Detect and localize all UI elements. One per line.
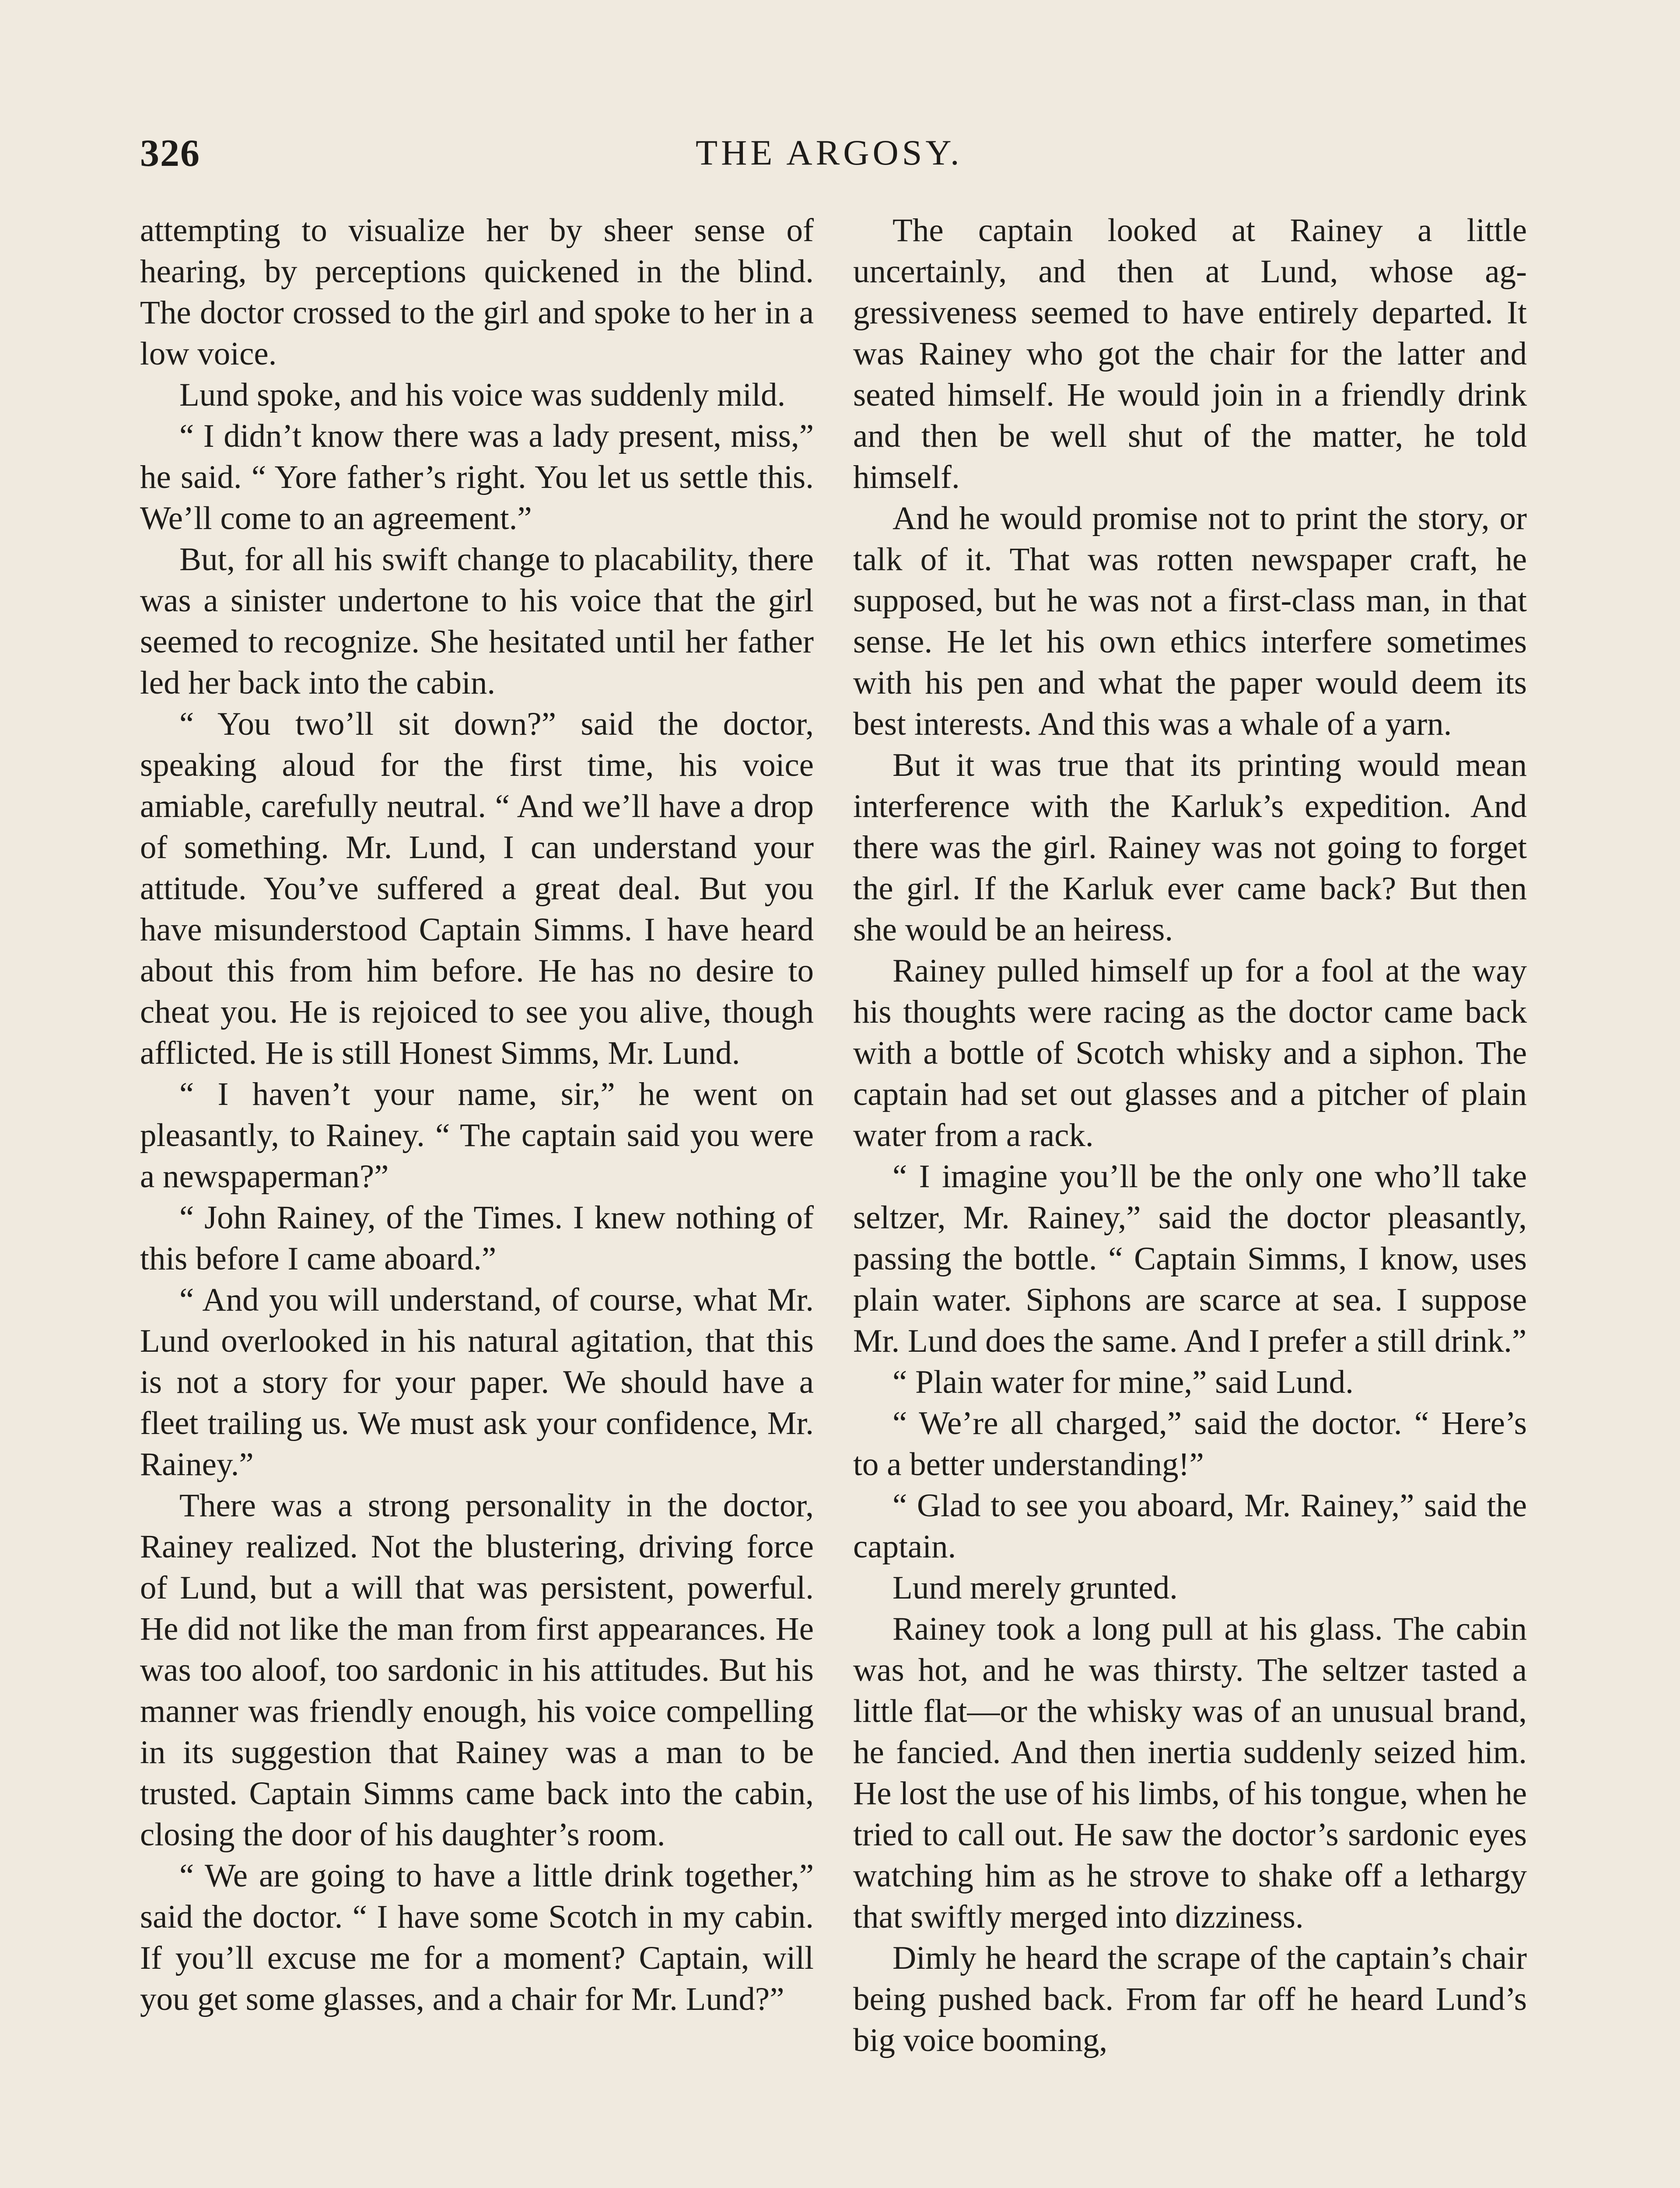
paragraph: And he would promise not to print the story, or talk of it. That was rotten newspaper craft, he supposed, but he was not a first-class man, in that sense. He let his own ethics interfere sometimes with his pen and what the paper would deem its best interests. And this was a whale of a yarn.	[853, 500, 1527, 742]
left-column	[140, 210, 814, 2020]
paragraph: “ I didn’t know there was a lady present, miss,” he said. “ Yore father’s right. You let us settle this. We’ll come to an agreement.”	[140, 418, 814, 536]
paragraph: There was a strong personality in the doctor, Rainey realized. Not the blustering, driving force of Lund, but a will that was persistent, powerful. He did not like the man from first appearances. He was too aloof, too sardonic in his attitudes. But his manner was friendly enough, his voice compelling in its suggestion that Rainey was a man to be trusted. Captain Simms came back into the cabin, closing the door of his daughter’s room.	[140, 1487, 814, 1853]
paragraph: “ I haven’t your name, sir,” he went on pleasantly, to Rainey. “ The captain said you were a newspaperman?”	[140, 1076, 814, 1195]
paragraph: But, for all his swift change to placability, there was a sinister undertone to his voice that the girl seemed to recognize. She hesitated until her father led her back into the cabin.	[140, 541, 814, 701]
right-column	[853, 210, 1527, 2061]
paragraph: Lund spoke, and his voice was suddenly mild.	[179, 377, 786, 413]
paragraph: Rainey pulled himself up for a fool at the way his thoughts were racing as the doctor came back with a bottle of Scotch whisky and a siphon. The captain had set out glasses and a pitcher of plain water from a rack.	[853, 953, 1527, 1154]
page-header	[140, 131, 1531, 184]
paragraph: attempting to visualize her by sheer sense of hearing, by perceptions quickened in the blind. The doctor crossed to the girl and spoke to her in a low voice.	[140, 212, 814, 372]
paragraph: Lund merely grunted.	[892, 1570, 1178, 1606]
paragraph: “ We are going to have a little drink together,” said the doctor. “ I have some Scotch in my cabin. If you’ll excuse me for a moment? Captain, will you get some glasses, and a chair for Mr. Lund?”	[140, 1858, 814, 2017]
paragraph: “ We’re all charged,” said the doctor. “ Here’s to a better understanding!”	[853, 1405, 1527, 1483]
paragraph: But it was true that its printing would mean interference with the Karluk’s expedition. And there was the girl. Rainey was not going to forget the girl. If the Karluk ever came back? But then she would be an heiress.	[853, 747, 1527, 948]
paragraph: “ I imagine you’ll be the only one who’ll take seltzer, Mr. Rainey,” said the doctor pleasantly, passing the bottle. “ Captain Simms, I know, uses plain water. Siphons are scarce at sea. I suppose Mr. Lund does the same. And I prefer a still drink.”	[853, 1158, 1527, 1359]
paragraph: “ And you will understand, of course, what Mr. Lund overlooked in his natural agitation, that this is not a story for your paper. We should have a fleet trailing us. We must ask your confidence, Mr. Rainey.”	[140, 1282, 814, 1483]
paragraph: “ John Rainey, of the Times. I knew nothing of this before I came aboard.”	[140, 1199, 814, 1277]
paragraph: Dimly he heard the scrape of the captain’s chair being pushed back. From far off he heard Lund’s big voice booming,	[853, 1940, 1527, 2058]
paragraph: The captain looked at Rainey a little uncertainly, and then at Lund, whose aggressiveness seemed to have entirely departed. It was Rainey who got the chair for the latter and seated himself. He would join in a friendly drink and then be well shut of the matter, he told himself.	[853, 212, 1527, 495]
running-title: THE ARGOSY.	[696, 133, 963, 172]
page-number: 326	[140, 132, 200, 175]
paragraph: “ Plain water for mine,” said Lund.	[892, 1364, 1354, 1400]
paragraph: “ You two’ll sit down?” said the doctor, speaking aloud for the first time, his voice amiable, carefully neutral. “ And we’ll have a drop of something. Mr. Lund, I can understand your attitude. You’ve suffered a great deal. But you have misunderstood Captain Simms. I have heard about this from him before. He has no desire to cheat you. He is rejoiced to see you alive, though afflicted. He is still Honest Simms, Mr. Lund.	[140, 706, 814, 1071]
paragraph: “ Glad to see you aboard, Mr. Rainey,” said the captain.	[853, 1487, 1527, 1565]
paragraph: Rainey took a long pull at his glass. The cabin was hot, and he was thirsty. The seltzer tasted a little flat—or the whisky was of an unusual brand, he fancied. And then inertia suddenly seized him. He lost the use of his limbs, of his tongue, when he tried to call out. He saw the doctor’s sardonic eyes watching him as he strove to shake off a lethargy that swiftly merged into dizziness.	[853, 1611, 1527, 1935]
